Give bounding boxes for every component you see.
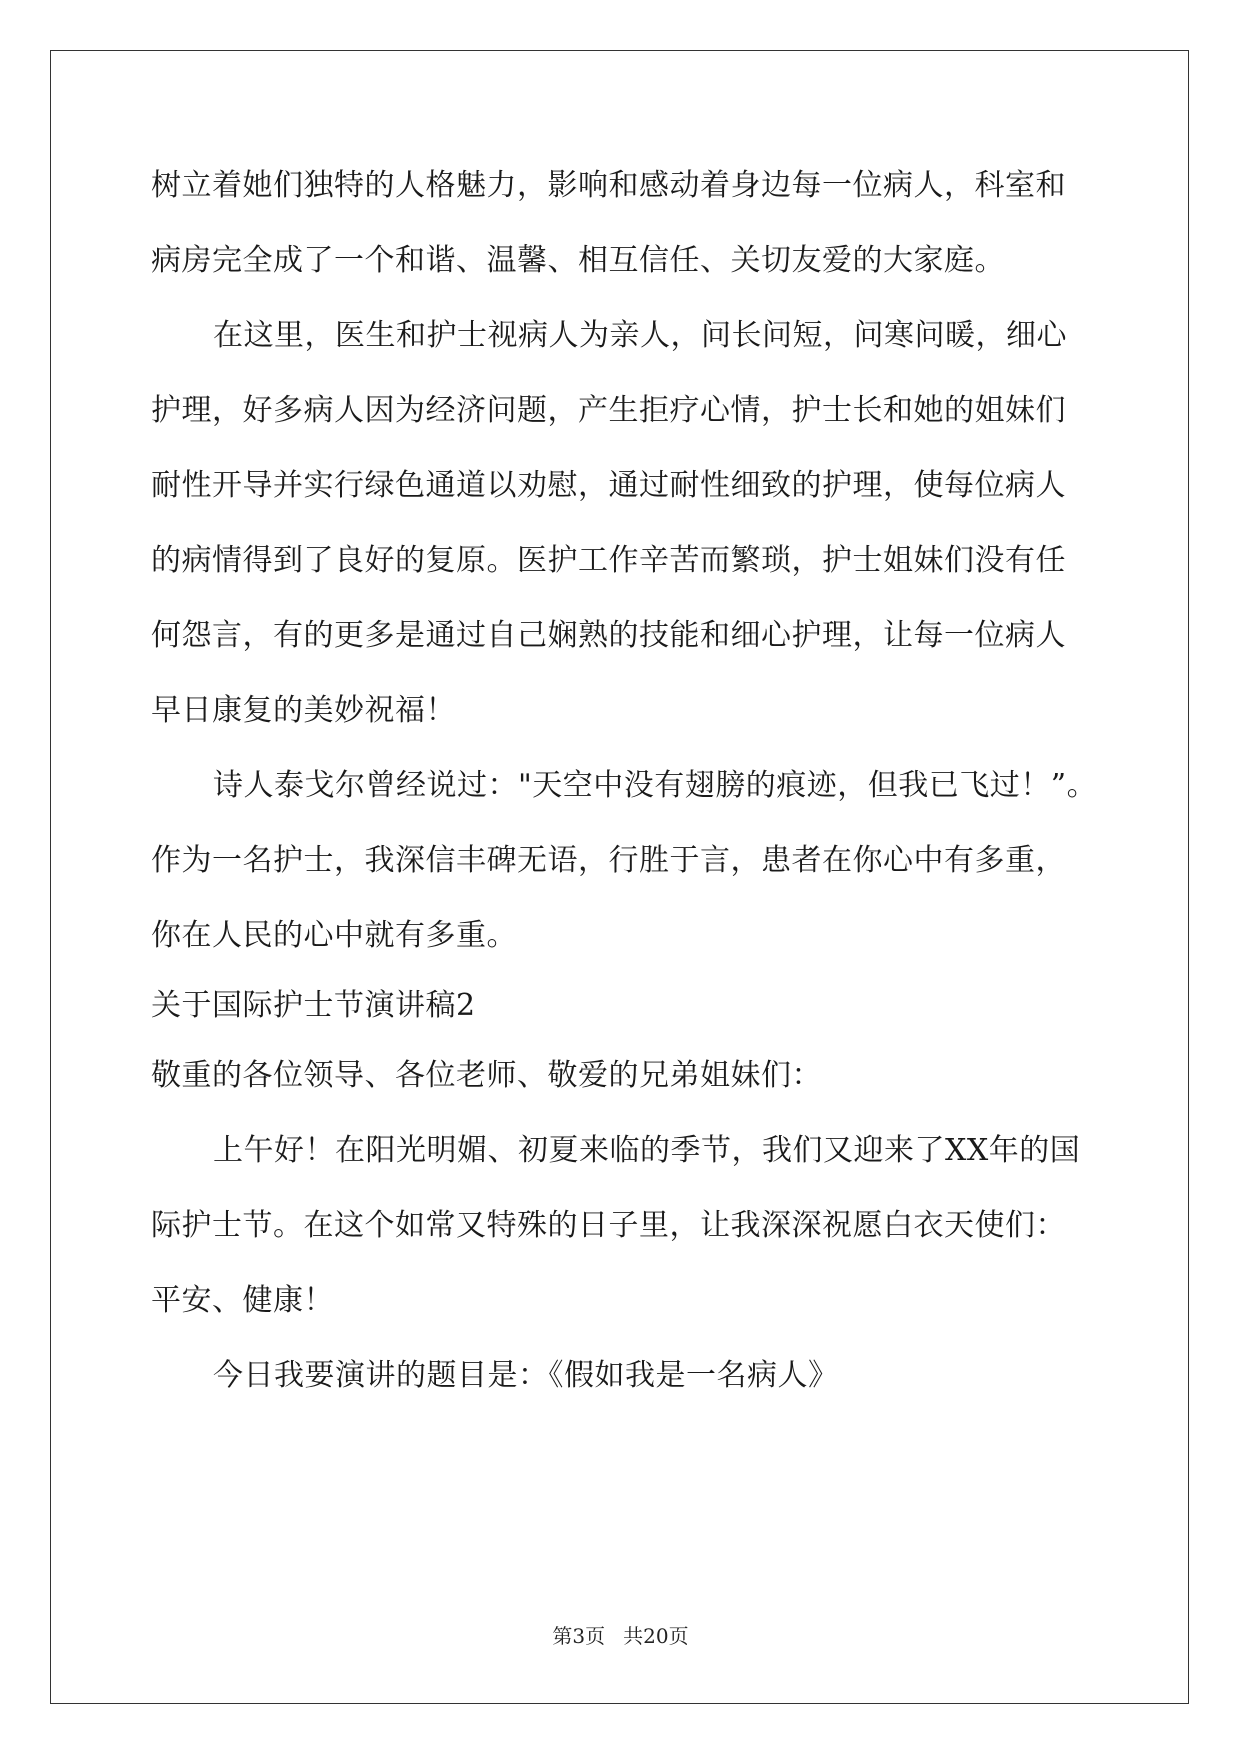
body-text-line: 病房完全成了一个和谐、温馨、相互信任、关切友爱的大家庭。: [151, 243, 1005, 278]
body-text-line: 树立着她们独特的人格魅力，影响和感动着身边每一位病人，科室和: [151, 168, 1066, 203]
page-footer: [0, 1622, 1241, 1650]
paragraph-first-line: 上午好！在阳光明媚、初夏来临的季节，我们又迎来了XX年的国: [213, 1133, 1081, 1168]
salutation-line: 敬重的各位领导、各位老师、敬爱的兄弟姐妹们：: [151, 1058, 822, 1093]
body-text-line: 护理，好多病人因为经济问题，产生拒疗心情，护士长和她的姐妹们: [151, 393, 1066, 428]
body-text-line: 平安、健康！: [151, 1283, 334, 1318]
section-heading: 关于国际护士节演讲稿2: [151, 988, 476, 1023]
paragraph-first-line: 诗人泰戈尔曾经说过："天空中没有翅膀的痕迹，但我已飞过！”。: [213, 768, 1098, 803]
page-number-current: 第3页: [552, 1624, 606, 1648]
body-text-line: 耐性开导并实行绿色通道以劝慰，通过耐性细致的护理，使每位病人: [151, 468, 1066, 503]
body-text-line: 际护士节。在这个如常又特殊的日子里，让我深深祝愿白衣天使们：: [151, 1208, 1066, 1243]
body-text-line: 何怨言，有的更多是通过自己娴熟的技能和细心护理，让每一位病人: [151, 618, 1066, 653]
page-number-total: 共20页: [623, 1624, 689, 1648]
body-text-line: 早日康复的美妙祝福！: [151, 693, 456, 728]
paragraph-first-line: 今日我要演讲的题目是：《假如我是一名病人》: [213, 1358, 839, 1393]
body-text-line: 作为一名护士，我深信丰碑无语，行胜于言，患者在你心中有多重，: [151, 843, 1066, 878]
body-text-line: 的病情得到了良好的复原。医护工作辛苦而繁琐，护士姐妹们没有任: [151, 543, 1066, 578]
body-text-line: 你在人民的心中就有多重。: [151, 918, 517, 953]
paragraph-first-line: 在这里，医生和护士视病人为亲人，问长问短，问寒问暖，细心: [213, 318, 1067, 353]
